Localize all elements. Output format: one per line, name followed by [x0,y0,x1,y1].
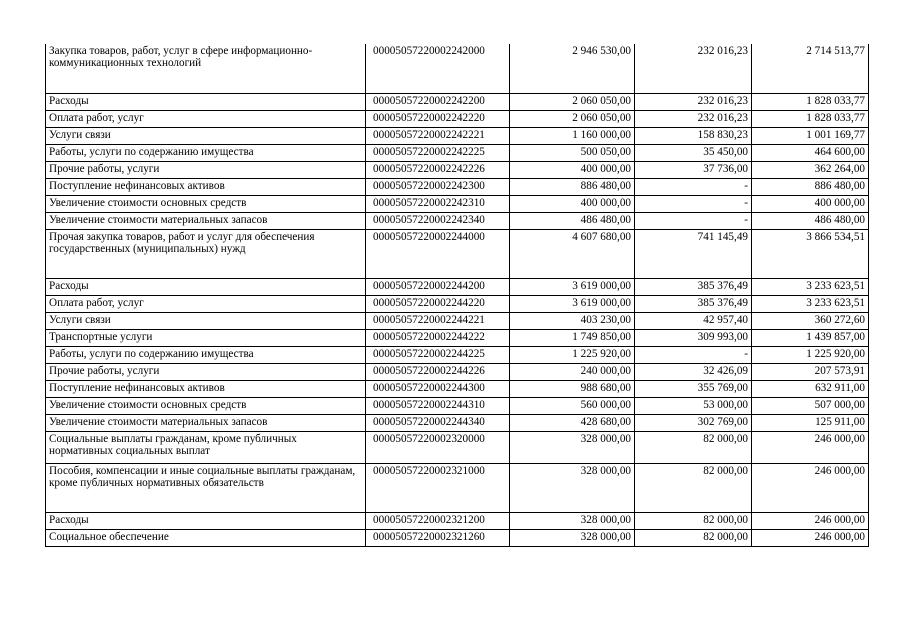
row-name-cell: Услуги связи [46,128,366,145]
row-name-cell: Прочие работы, услуги [46,364,366,381]
row-executed-cell: 232 016,23 [635,44,752,94]
row-name-cell: Поступление нефинансовых активов [46,381,366,398]
row-remaining-cell: 246 000,00 [752,432,869,464]
row-code-cell: 00005057220002320000 [366,432,510,464]
table-row [46,381,869,398]
row-remaining-cell: 400 000,00 [752,196,869,213]
row-name-cell: Работы, услуги по содержанию имущества [46,347,366,364]
table-body [46,44,869,547]
row-name-cell: Увеличение стоимости материальных запасов [46,213,366,230]
row-remaining-cell: 3 233 623,51 [752,279,869,296]
table-row [46,415,869,432]
row-remaining-cell: 1 225 920,00 [752,347,869,364]
row-approved-cell: 1 749 850,00 [510,330,635,347]
row-approved-cell: 560 000,00 [510,398,635,415]
row-executed-cell: - [635,179,752,196]
table-row [46,330,869,347]
row-code-cell: 00005057220002242226 [366,162,510,179]
table-row [46,398,869,415]
row-remaining-cell: 507 000,00 [752,398,869,415]
row-name-cell: Закупка товаров, работ, услуг в сфере информационно-коммуникационных технологий [46,44,366,94]
row-approved-cell: 328 000,00 [510,432,635,464]
row-executed-cell: 82 000,00 [635,513,752,530]
row-code-cell: 00005057220002244200 [366,279,510,296]
row-executed-cell: 309 993,00 [635,330,752,347]
row-code-cell: 00005057220002321260 [366,530,510,547]
row-remaining-cell: 632 911,00 [752,381,869,398]
row-name-cell: Услуги связи [46,313,366,330]
row-remaining-cell: 464 600,00 [752,145,869,162]
row-name-cell: Оплата работ, услуг [46,111,366,128]
row-approved-cell: 3 619 000,00 [510,279,635,296]
row-remaining-cell: 246 000,00 [752,513,869,530]
row-approved-cell: 400 000,00 [510,162,635,179]
row-name-cell: Увеличение стоимости основных средств [46,398,366,415]
row-name-cell: Социальное обеспечение [46,530,366,547]
row-executed-cell: 232 016,23 [635,111,752,128]
row-name-cell: Оплата работ, услуг [46,296,366,313]
row-approved-cell: 2 060 050,00 [510,111,635,128]
row-code-cell: 00005057220002242310 [366,196,510,213]
row-name-cell: Работы, услуги по содержанию имущества [46,145,366,162]
row-name-cell: Прочая закупка товаров, работ и услуг для обеспечения государственных (муниципальных) нужд [46,230,366,279]
row-approved-cell: 2 060 050,00 [510,94,635,111]
row-code-cell: 00005057220002242000 [366,44,510,94]
row-name-cell: Увеличение стоимости материальных запасов [46,415,366,432]
row-executed-cell: 32 426,09 [635,364,752,381]
row-code-cell: 00005057220002242340 [366,213,510,230]
row-approved-cell: 400 000,00 [510,196,635,213]
row-approved-cell: 428 680,00 [510,415,635,432]
row-remaining-cell: 3 233 623,51 [752,296,869,313]
row-remaining-cell: 1 828 033,77 [752,94,869,111]
row-remaining-cell: 886 480,00 [752,179,869,196]
row-code-cell: 00005057220002242300 [366,179,510,196]
row-approved-cell: 4 607 680,00 [510,230,635,279]
row-executed-cell: - [635,213,752,230]
row-code-cell: 00005057220002321000 [366,464,510,513]
table-row [46,530,869,547]
table-row [46,513,869,530]
row-executed-cell: 232 016,23 [635,94,752,111]
row-remaining-cell: 125 911,00 [752,415,869,432]
row-executed-cell: 37 736,00 [635,162,752,179]
table-row [46,230,869,279]
table-row [46,44,869,94]
row-approved-cell: 500 050,00 [510,145,635,162]
row-executed-cell: 42 957,40 [635,313,752,330]
row-remaining-cell: 2 714 513,77 [752,44,869,94]
table-row [46,296,869,313]
row-remaining-cell: 246 000,00 [752,464,869,513]
row-executed-cell: - [635,196,752,213]
row-approved-cell: 328 000,00 [510,464,635,513]
row-approved-cell: 2 946 530,00 [510,44,635,94]
row-remaining-cell: 360 272,60 [752,313,869,330]
row-approved-cell: 240 000,00 [510,364,635,381]
row-remaining-cell: 486 480,00 [752,213,869,230]
table-row [46,347,869,364]
table-row [46,162,869,179]
row-code-cell: 00005057220002244000 [366,230,510,279]
row-remaining-cell: 246 000,00 [752,530,869,547]
table-row [46,94,869,111]
row-name-cell: Увеличение стоимости основных средств [46,196,366,213]
row-executed-cell: 302 769,00 [635,415,752,432]
row-approved-cell: 328 000,00 [510,513,635,530]
table-row [46,179,869,196]
row-code-cell: 00005057220002244222 [366,330,510,347]
budget-execution-table [45,44,869,547]
row-executed-cell: 355 769,00 [635,381,752,398]
row-executed-cell: 35 450,00 [635,145,752,162]
table-row [46,128,869,145]
row-name-cell: Расходы [46,279,366,296]
table-row [46,464,869,513]
row-executed-cell: 53 000,00 [635,398,752,415]
row-executed-cell: - [635,347,752,364]
row-executed-cell: 385 376,49 [635,279,752,296]
row-executed-cell: 82 000,00 [635,464,752,513]
row-executed-cell: 741 145,49 [635,230,752,279]
table-row [46,364,869,381]
row-remaining-cell: 362 264,00 [752,162,869,179]
row-executed-cell: 82 000,00 [635,432,752,464]
row-code-cell: 00005057220002244310 [366,398,510,415]
row-code-cell: 00005057220002244226 [366,364,510,381]
row-approved-cell: 486 480,00 [510,213,635,230]
row-approved-cell: 3 619 000,00 [510,296,635,313]
row-name-cell: Транспортные услуги [46,330,366,347]
table-row [46,432,869,464]
row-executed-cell: 82 000,00 [635,530,752,547]
row-approved-cell: 1 225 920,00 [510,347,635,364]
row-code-cell: 00005057220002244221 [366,313,510,330]
row-code-cell: 00005057220002244300 [366,381,510,398]
row-remaining-cell: 1 001 169,77 [752,128,869,145]
row-remaining-cell: 3 866 534,51 [752,230,869,279]
row-approved-cell: 328 000,00 [510,530,635,547]
row-approved-cell: 886 480,00 [510,179,635,196]
row-name-cell: Поступление нефинансовых активов [46,179,366,196]
table-row [46,313,869,330]
table-row [46,213,869,230]
row-code-cell: 00005057220002242220 [366,111,510,128]
row-name-cell: Пособия, компенсации и иные социальные выплаты гражданам, кроме публичных нормативных обязательств [46,464,366,513]
row-code-cell: 00005057220002321200 [366,513,510,530]
row-approved-cell: 988 680,00 [510,381,635,398]
row-remaining-cell: 207 573,91 [752,364,869,381]
row-executed-cell: 385 376,49 [635,296,752,313]
row-name-cell: Социальные выплаты гражданам, кроме публичных нормативных социальных выплат [46,432,366,464]
table-row [46,145,869,162]
table-row [46,196,869,213]
row-code-cell: 00005057220002242200 [366,94,510,111]
row-name-cell: Расходы [46,94,366,111]
row-code-cell: 00005057220002242221 [366,128,510,145]
row-remaining-cell: 1 828 033,77 [752,111,869,128]
table-row [46,111,869,128]
row-code-cell: 00005057220002244340 [366,415,510,432]
table-row [46,279,869,296]
row-name-cell: Расходы [46,513,366,530]
row-remaining-cell: 1 439 857,00 [752,330,869,347]
row-approved-cell: 1 160 000,00 [510,128,635,145]
row-code-cell: 00005057220002244225 [366,347,510,364]
row-code-cell: 00005057220002244220 [366,296,510,313]
row-approved-cell: 403 230,00 [510,313,635,330]
row-name-cell: Прочие работы, услуги [46,162,366,179]
row-executed-cell: 158 830,23 [635,128,752,145]
row-code-cell: 00005057220002242225 [366,145,510,162]
